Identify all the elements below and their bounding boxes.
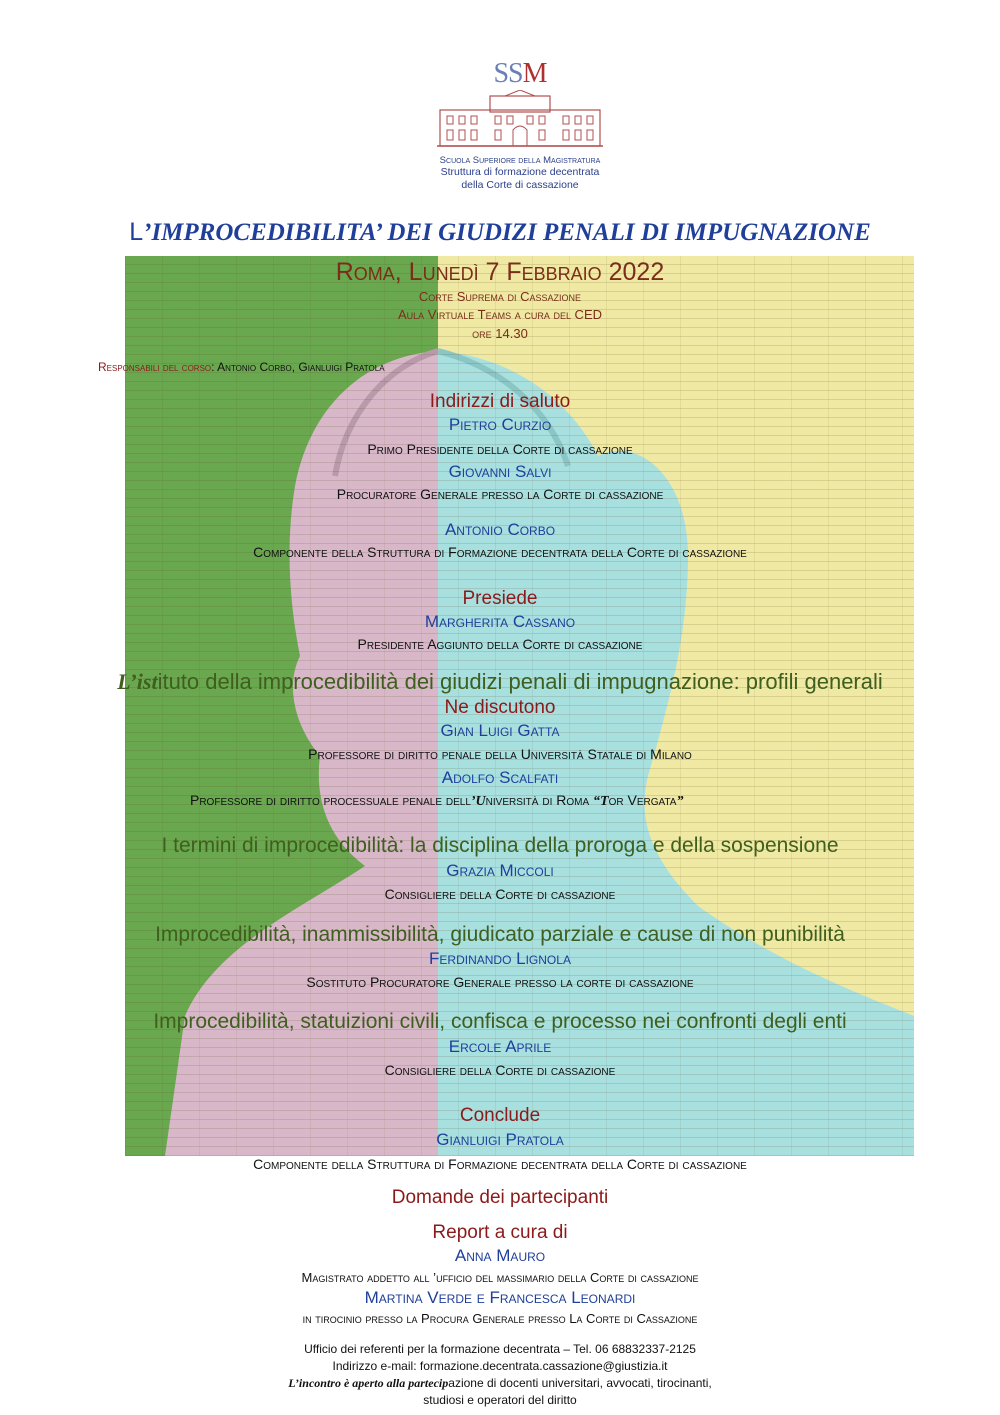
palace-icon bbox=[435, 90, 605, 148]
speaker-name: Adolfo Scalfati bbox=[441, 768, 559, 787]
school-name: Scuola Superiore della Magistratura bbox=[439, 155, 601, 166]
speaker-role: Consigliere della Corte di cassazione bbox=[384, 1062, 616, 1078]
chair-heading: Presiede bbox=[462, 588, 538, 609]
reporter-name: Anna Mauro bbox=[454, 1246, 546, 1265]
report-heading: Report a cura di bbox=[432, 1222, 568, 1243]
closing-name: Gianluigi Pratola bbox=[436, 1130, 564, 1149]
speaker-name: Pietro Curzio bbox=[448, 415, 552, 434]
greetings-heading: Indirizzi di saluto bbox=[429, 391, 571, 412]
footer-contact-email: Indirizzo e-mail: formazione.decentrata.cassazione@giustizia.it bbox=[332, 1359, 668, 1373]
footer-contact-phone: Ufficio dei referenti per la formazione decentrata – Tel. 06 68832337-2125 bbox=[304, 1342, 696, 1356]
reporter-role: Magistrato addetto all ’ufficio del massimario della Corte di cassazione bbox=[301, 1270, 699, 1285]
ssm-wordmark: SSM bbox=[493, 58, 547, 89]
closing-role: Componente della Struttura di Formazione decentrata della Corte di cassazione bbox=[253, 1156, 747, 1172]
speaker-role: Componente della Struttura di Formazione decentrata della Corte di cassazione bbox=[253, 544, 747, 560]
discussants-heading: Ne discutono bbox=[444, 697, 556, 718]
speaker-role: Consigliere della Corte di cassazione bbox=[384, 886, 616, 902]
logo-subtitle-1: Struttura di formazione decentrata bbox=[440, 166, 600, 178]
reporter-name: Martina Verde e Francesca Leonardi bbox=[364, 1288, 636, 1307]
speaker-name: Ferdinando Lignola bbox=[429, 949, 571, 968]
speaker-role: Professore di diritto processuale penale dell’Università di Roma “Tor Vergata” bbox=[190, 792, 684, 809]
speaker-name: Ercole Aprile bbox=[448, 1037, 552, 1056]
venue-line-1: Corte Suprema di Cassazione bbox=[418, 289, 582, 304]
speaker-role: Procuratore Generale presso la Corte di cassazione bbox=[336, 486, 664, 502]
event-time: ore 14.30 bbox=[472, 326, 528, 341]
course-organizers: Responsabili del corso: Antonio Corbo, Gianluigi Pratola bbox=[98, 360, 385, 374]
topic-4-title: Improcedibilità, statuizioni civili, confisca e processo nei confronti degli enti bbox=[153, 1010, 847, 1033]
topic-1-title: L’istituto della improcedibilità dei giudizi penali di impugnazione: profili generali bbox=[117, 669, 883, 694]
venue-line-2: Aula Virtuale Teams a cura del CED bbox=[397, 307, 603, 322]
chair-name: Margherita Cassano bbox=[424, 612, 576, 631]
speaker-name: Gian Luigi Gatta bbox=[440, 721, 560, 740]
closing-heading: Conclude bbox=[459, 1105, 541, 1126]
speaker-name: Giovanni Salvi bbox=[448, 462, 552, 481]
event-date: Roma, Lunedì 7 Febbraio 2022 bbox=[335, 258, 665, 286]
questions-heading: Domande dei partecipanti bbox=[391, 1187, 609, 1208]
speaker-name: Antonio Corbo bbox=[444, 520, 556, 539]
speaker-role: Sostituto Procuratore Generale presso la corte di cassazione bbox=[306, 974, 694, 990]
reporter-role: in tirocinio presso la Procura Generale presso La Corte di Cassazione bbox=[302, 1311, 698, 1326]
page-title: L’IMPROCEDIBILITA’ DEI GIUDIZI PENALI DI IMPUGNAZIONE bbox=[129, 218, 871, 246]
speaker-role: Professore di diritto penale della Università Statale di Milano bbox=[308, 746, 692, 762]
footer-audience: studiosi e operatori del diritto bbox=[423, 1393, 577, 1407]
ssm-logo bbox=[430, 58, 610, 198]
speaker-name: Grazia Miccoli bbox=[446, 861, 554, 880]
logo-subtitle-2: della Corte di cassazione bbox=[461, 179, 579, 191]
topic-3-title: Improcedibilità, inammissibilità, giudicato parziale e cause di non punibilità bbox=[155, 923, 845, 946]
chair-role: Presidente Aggiunto della Corte di cassazione bbox=[357, 636, 643, 652]
topic-2-title: I termini di improcedibilità: la disciplina della proroga e della sospensione bbox=[161, 834, 839, 857]
footer-participation-note: L’incontro è aperto alla partecipazione di docenti universitari, avvocati, tirocinanti, bbox=[288, 1376, 712, 1390]
speaker-role: Primo Presidente della Corte di cassazione bbox=[367, 441, 633, 457]
